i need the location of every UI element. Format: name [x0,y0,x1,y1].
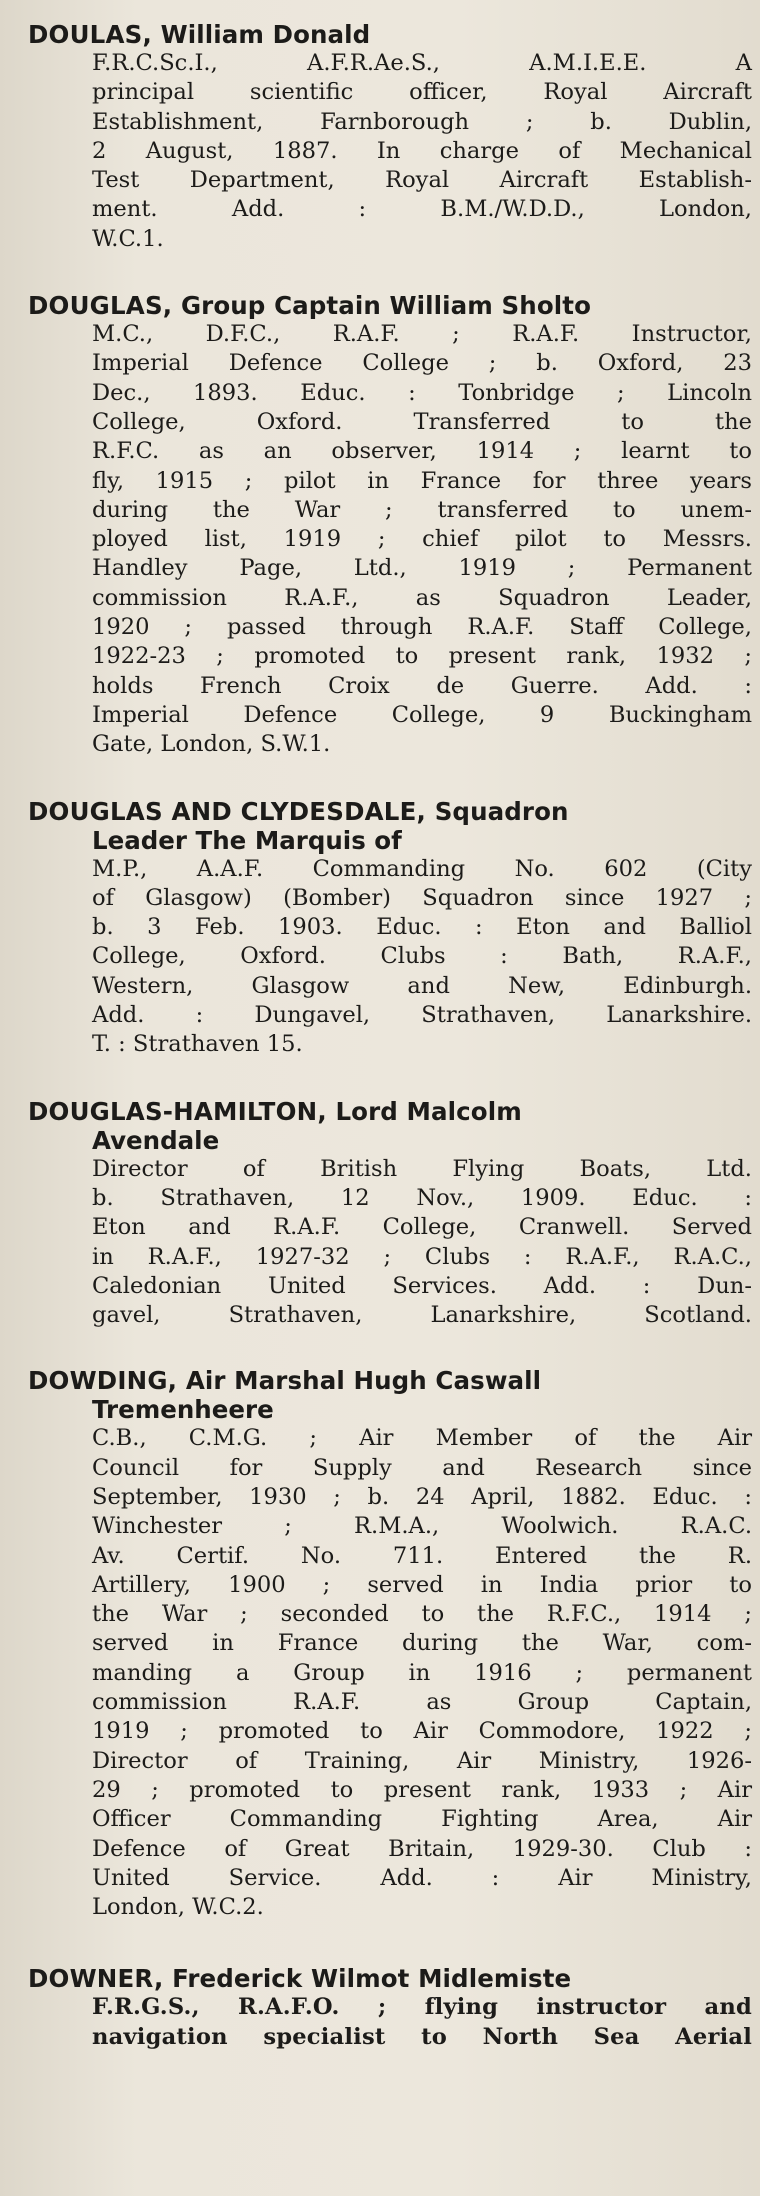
entry-line: W.C.1. [92,225,164,252]
entry-dowding [28,1366,752,1922]
entry-line: ment. Add. : B.M./W.D.D., London, [92,196,752,223]
entry-line: Officer Commanding Fighting Area, Air [92,1806,752,1833]
entry-line: Defence of Great Britain, 1929-30. Club : [92,1835,752,1862]
entry-line: the War ; seconded to the R.F.C., 1914 ; [92,1601,752,1628]
entry-line: 1920 ; passed through R.A.F. Staff College, [92,614,752,641]
entry-line: 29 ; promoted to present rank, 1933 ; Air [92,1776,752,1803]
entry-line: 1922-23 ; promoted to present rank, 1932 ; [92,643,752,670]
entry-body [28,855,752,1060]
entry-heading [28,1964,736,1993]
entry-heading [28,797,736,826]
entry-surname: DOUGLAS-HAMILTON, [28,1096,327,1126]
entry-line: Imperial Defence College, 9 Buckingham [92,701,752,728]
entry-given-names: Group Captain William Sholto [180,291,592,321]
entry-line: London, W.C.2. [92,1894,264,1921]
entry-line: Dec., 1893. Educ. : Tonbridge ; Lincoln [92,379,752,406]
entry-given-names: Frederick Wilmot Midlemiste [172,1964,572,1994]
entry-line: Gate, London, S.W.1. [92,731,331,758]
entry-douglas-hamilton [28,1096,752,1331]
entry-line: principal scientific officer, Royal Aircraft [92,79,752,106]
entry-body [28,1155,752,1331]
entry-line: Test Department, Royal Aircraft Establish- [92,167,752,194]
entry-line: Winchester ; R.M.A., Woolwich. R.A.C. [92,1513,752,1540]
entry-line: Add. : Dungavel, Strathaven, Lanarkshire. [92,1002,752,1029]
entry-surname: DOUGLAS AND CLYDESDALE, [28,796,427,826]
entry-line: navigation specialist to North Sea Aerial [92,2023,752,2050]
entry-given-names: William Donald [160,20,371,49]
entry-surname: DOWDING, [28,1366,178,1396]
entry-line: College, Oxford. Clubs : Bath, R.A.F., [92,943,752,970]
entry-downer [28,1964,752,2052]
entry-body [28,320,752,759]
entry-douglas [28,291,752,759]
entry-heading-continued: Avendale [92,1125,220,1155]
entry-line: manding a Group in 1916 ; permanent [92,1659,752,1686]
entry-body [28,1424,752,1922]
entry-line: T. : Strathaven 15. [92,1031,303,1058]
entry-line: College, Oxford. Transferred to the [92,408,752,435]
entry-line: served in France during the War, com- [92,1630,752,1657]
entry-heading-continued: Leader The Marquis of [92,825,402,855]
entry-line: Establishment, Farnborough ; b. Dublin, [92,108,752,135]
entry-line: Imperial Defence College ; b. Oxford, 23 [92,350,752,377]
entry-line: M.P., A.A.F. Commanding No. 602 (City [92,855,752,882]
entry-line: September, 1930 ; b. 24 April, 1882. Educ. : [92,1483,752,1510]
entry-line: gavel, Strathaven, Lanarkshire, Scotland. [92,1302,752,1329]
entry-douglas-and-clydesdale [28,796,752,1060]
entry-line: ployed list, 1919 ; chief pilot to Messrs. [92,526,752,553]
entry-heading-continued: Tremenheere [92,1395,274,1425]
entry-line: Eton and R.A.F. College, Cranwell. Served [92,1214,752,1241]
entry-body [28,1993,752,2052]
entry-line: commission R.A.F., as Squadron Leader, [92,584,752,611]
entry-heading [28,1097,736,1126]
entry-line: Artillery, 1900 ; served in India prior to [92,1571,752,1598]
entry-line: fly, 1915 ; pilot in France for three years [92,467,752,494]
entry-heading [28,291,736,320]
entry-line: Av. Certif. No. 711. Entered the R. [92,1542,752,1569]
entry-line: Director of Training, Air Ministry, 1926- [92,1747,752,1774]
entry-line: of Glasgow) (Bomber) Squadron since 1927 ; [92,884,752,911]
entry-given-names: Squadron [434,796,569,826]
entry-line: commission R.A.F. as Group Captain, [92,1689,752,1716]
entry-given-names: Air Marshal Hugh Caswall [185,1366,542,1396]
entry-heading [28,20,736,49]
entry-line: 2 August, 1887. In charge of Mechanical [92,137,752,164]
entry-line: United Service. Add. : Air Ministry, [92,1864,752,1891]
entry-surname: DOWNER, [28,1964,164,1994]
entry-line: b. Strathaven, 12 Nov., 1909. Educ. : [92,1184,752,1211]
entry-line: Western, Glasgow and New, Edinburgh. [92,972,752,999]
entry-line: during the War ; transferred to unem- [92,496,752,523]
entry-surname: DOULAS, [28,20,152,49]
entry-line: M.C., D.F.C., R.A.F. ; R.A.F. Instructor, [92,321,752,348]
entry-line: F.R.G.S., R.A.F.O. ; flying instructor and [92,1994,752,2021]
entry-body [28,49,752,254]
entry-given-names: Lord Malcolm [335,1096,522,1126]
entry-line: in R.A.F., 1927-32 ; Clubs : R.A.F., R.A.C., [92,1243,752,1270]
entry-line: 1919 ; promoted to Air Commodore, 1922 ; [92,1718,752,1745]
entry-line: Director of British Flying Boats, Ltd. [92,1155,752,1182]
entry-line: C.B., C.M.G. ; Air Member of the Air [92,1425,752,1452]
entry-line: Handley Page, Ltd., 1919 ; Permanent [92,555,752,582]
entry-line: Caledonian United Services. Add. : Dun- [92,1272,752,1299]
entry-doulas [28,20,752,254]
entry-line: holds French Croix de Guerre. Add. : [92,672,752,699]
entry-heading [28,1366,736,1395]
entry-line: b. 3 Feb. 1903. Educ. : Eton and Balliol [92,914,752,941]
entry-line: F.R.C.Sc.I., A.F.R.Ae.S., A.M.I.E.E. A [92,50,752,76]
entry-line: Council for Supply and Research since [92,1454,752,1481]
entry-surname: DOUGLAS, [28,291,173,321]
entry-line: R.F.C. as an observer, 1914 ; learnt to [92,438,752,465]
